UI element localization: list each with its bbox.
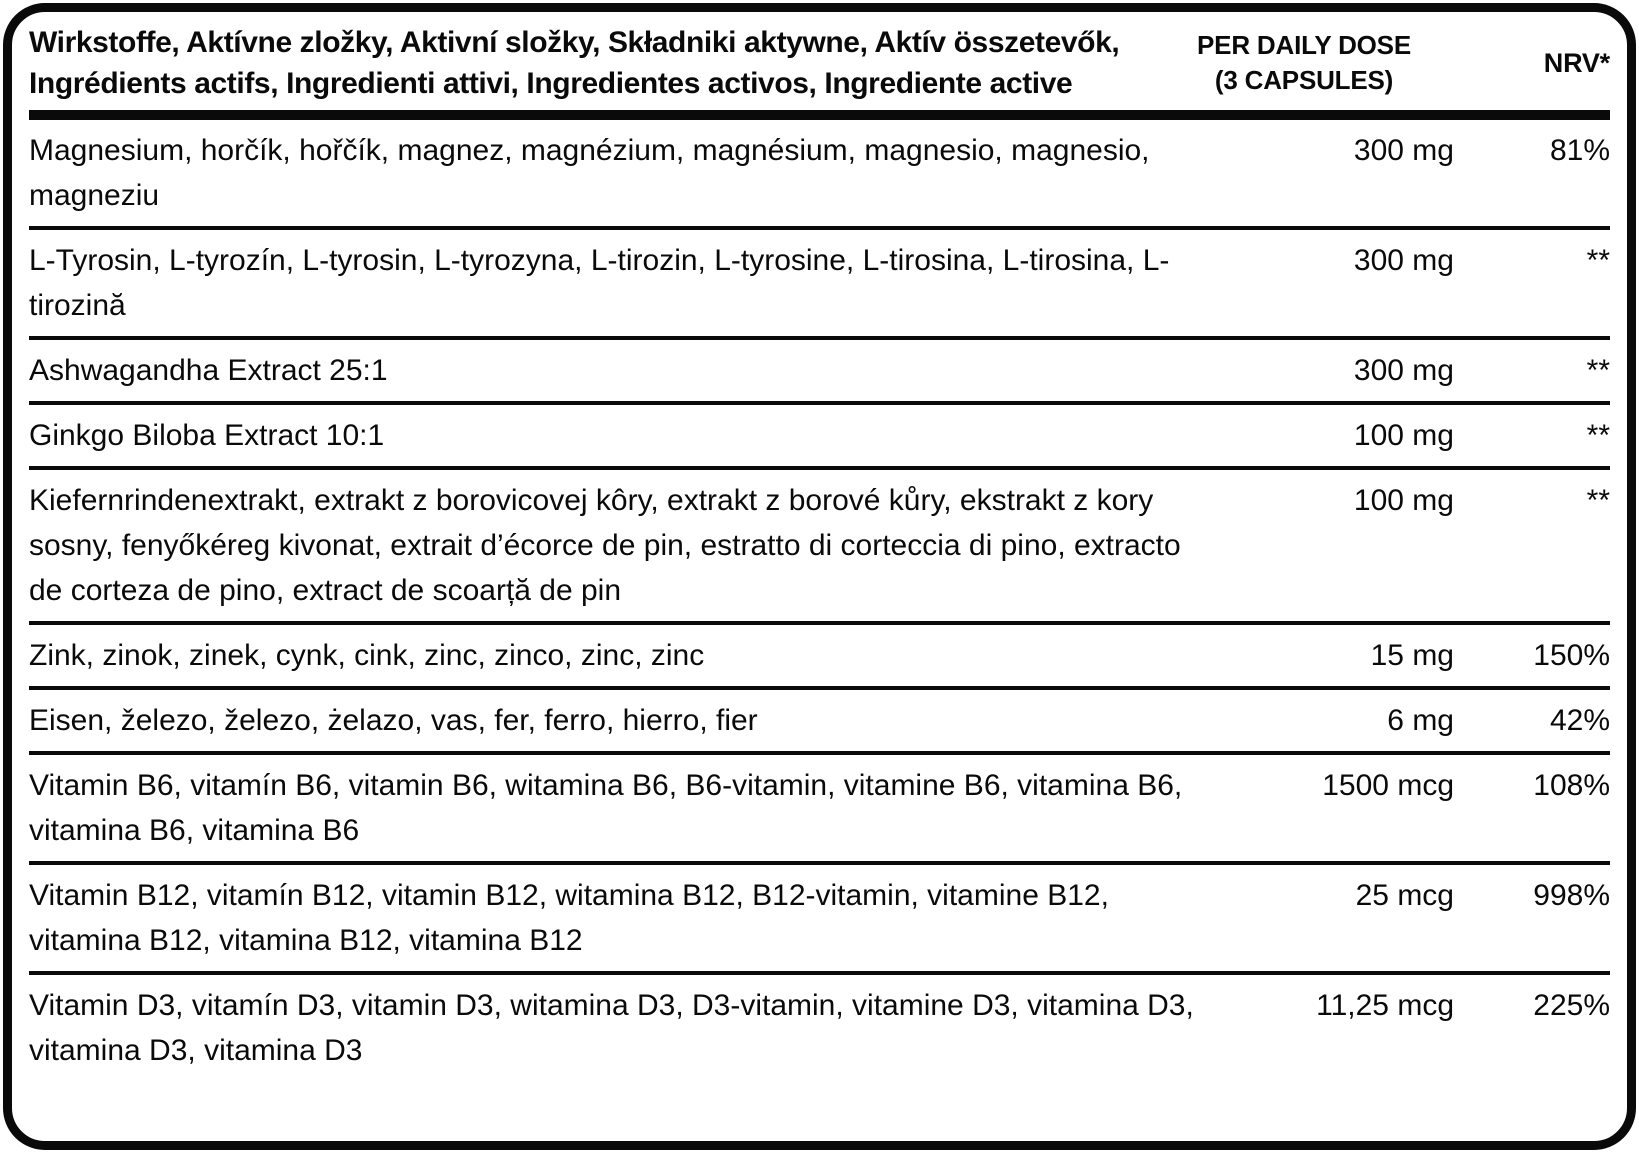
- nrv-value: 81%: [1549, 134, 1610, 167]
- table-row-magnesium: [29, 120, 1610, 230]
- amount-value: 15 mg: [1370, 639, 1454, 672]
- table-row-ashwagandha: [29, 340, 1610, 405]
- ingredient-name: Eisen, železo, železo, żelazo, vas, fer, ferro, hierro, fier: [29, 704, 758, 737]
- ingredient-name: Zink, zinok, zinek, cynk, cink, zinc, zinco, zinc, zinc: [29, 639, 705, 672]
- nrv-header-label: NRV*: [1543, 47, 1610, 78]
- supplement-facts-table: [3, 3, 1636, 1150]
- nrv-value: **: [1586, 354, 1610, 387]
- amount-value: 300 mg: [1353, 134, 1454, 167]
- table-row-vitamin-b12: [29, 865, 1610, 975]
- nrv-value: **: [1586, 244, 1610, 277]
- dose-header-line1: PER DAILY DOSE: [1197, 30, 1411, 60]
- ingredient-name: L-Tyrosin, L-tyrozín, L-tyrosin, L-tyrozyna, L-tirozin, L-tyrosine, L-tirosina, L-tirosina, L-tirozină: [29, 244, 1170, 322]
- nrv-value: 998%: [1533, 879, 1610, 912]
- header-divider: [29, 110, 1610, 120]
- table-row-zinc: [29, 625, 1610, 690]
- dose-header-line2: (3 CAPSULES): [1214, 65, 1394, 95]
- ingredient-name: Vitamin B12, vitamín B12, vitamin B12, witamina B12, B12-vitamin, vitamine B12, vitamina B12, vitamina B12, vitamina B12: [29, 879, 1109, 957]
- table-header: [29, 12, 1610, 110]
- ingredient-name: Kiefernrindenextrakt, extrakt z borovicovej kôry, extrakt z borové kůry, ekstrakt z kory sosny, fenyőkéreg kivonat, extrait d’écorce de pin, estratto di corteccia di pino, extracto de corteza de pino, extract de scoarță de pin: [29, 484, 1181, 607]
- nrv-value: 225%: [1533, 989, 1610, 1022]
- ingredients-header-label: Wirkstoffe, Aktívne zložky, Aktivní složky, Składniki aktywne, Aktív összetevők, Ingrédients actifs, Ingredienti attivi, Ingredientes activos, Ingrediente active: [29, 26, 1120, 100]
- amount-value: 100 mg: [1353, 484, 1454, 517]
- nrv-value: 42%: [1549, 704, 1610, 737]
- amount-value: 25 mcg: [1355, 879, 1454, 912]
- ingredient-name: Magnesium, horčík, hořčík, magnez, magnézium, magnésium, magnesio, magnesio, magneziu: [29, 134, 1150, 212]
- ingredient-name: Vitamin D3, vitamín D3, vitamin D3, witamina D3, D3-vitamin, vitamine D3, vitamina D3, vitamina D3, vitamina D3: [29, 989, 1194, 1067]
- table-row-l-tyrosin: [29, 230, 1610, 340]
- table-row-vitamin-b6: [29, 755, 1610, 865]
- nrv-value: **: [1586, 419, 1610, 452]
- table-row-iron: [29, 690, 1610, 755]
- nrv-value: 108%: [1533, 769, 1610, 802]
- amount-value: 1500 mcg: [1322, 769, 1454, 802]
- amount-value: 6 mg: [1387, 704, 1454, 737]
- amount-value: 300 mg: [1353, 354, 1454, 387]
- amount-value: 300 mg: [1353, 244, 1454, 277]
- ingredient-name: Vitamin B6, vitamín B6, vitamin B6, witamina B6, B6-vitamin, vitamine B6, vitamina B6, vitamina B6, vitamina B6: [29, 769, 1183, 847]
- table-row-pine-bark-extract: [29, 470, 1610, 625]
- nrv-value: 150%: [1533, 639, 1610, 672]
- table-row-vitamin-d3: [29, 975, 1610, 1081]
- ingredient-name: Ginkgo Biloba Extract 10:1: [29, 419, 385, 452]
- ingredient-name: Ashwagandha Extract 25:1: [29, 354, 388, 387]
- amount-value: 11,25 mcg: [1316, 989, 1454, 1022]
- dose-header-label: [1158, 28, 1450, 98]
- nrv-value: **: [1586, 484, 1610, 517]
- amount-value: 100 mg: [1353, 419, 1454, 452]
- table-row-ginkgo: [29, 405, 1610, 470]
